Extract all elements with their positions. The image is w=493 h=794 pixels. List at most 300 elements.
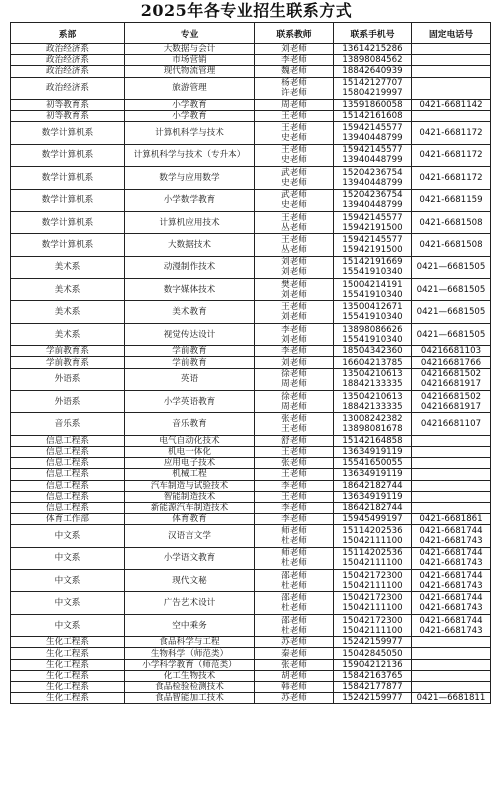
major-cell: 小学科学教育（师范类） [125,659,255,670]
mobile-cell [334,189,412,211]
major-cell: 大数据技术 [125,234,255,256]
major-cell: 食品科学与工程 [125,637,255,648]
major-cell: 英语 [125,368,255,390]
landline-cell-line: 0421-6681172 [419,150,483,161]
major-cell: 生物科学（师范类） [125,648,255,659]
teacher-cell-line: 史老师 [281,133,307,144]
teacher-cell-line: 张老师 [281,414,307,425]
major-cell: 动漫制作技术 [125,256,255,278]
mobile-cell-line: 15004214191 [342,279,403,290]
table-row [11,189,491,211]
teacher-cell-line: 张老师 [281,659,307,670]
mobile-cell [334,681,412,692]
landline-cell [412,413,491,435]
mobile-cell [334,323,412,345]
teacher-cell-line: 魏老师 [281,66,307,77]
teacher-cell [255,547,334,569]
teacher-cell [255,614,334,636]
major-cell: 旅游管理 [125,77,255,99]
mobile-cell-line: 13634919119 [342,469,403,480]
landline-cell [412,368,491,390]
mobile-cell-line: 15942145577 [342,123,403,134]
teacher-cell [255,659,334,670]
landline-cell-line: 0421-6681159 [419,195,483,206]
landline-cell-line: 04216681502 [420,391,482,402]
dept-cell: 美术系 [11,256,125,278]
mobile-cell-line: 15541910340 [342,289,403,300]
mobile-cell [334,547,412,569]
mobile-cell [334,637,412,648]
mobile-cell-line: 13504210613 [342,391,403,402]
teacher-cell [255,681,334,692]
mobile-cell [334,570,412,592]
table-row [11,637,491,648]
major-cell: 现代文秘 [125,570,255,592]
table-row [11,77,491,99]
table-row [11,491,491,502]
mobile-cell-line: 15842163765 [342,670,403,681]
landline-cell [412,55,491,66]
dept-cell: 数学计算机系 [11,189,125,211]
landline-cell [412,111,491,122]
dept-cell: 生化工程系 [11,681,125,692]
mobile-cell [334,458,412,469]
landline-cell-line: 0421-6681743 [419,558,483,569]
teacher-cell-line: 史老师 [281,155,307,166]
landline-cell-line: 0421-6681743 [419,535,483,546]
teacher-cell [255,458,334,469]
mobile-cell-line: 15945499197 [342,514,403,525]
table-row [11,122,491,144]
landline-cell-line: 0421—6681505 [416,284,486,295]
table-row [11,670,491,681]
dept-cell: 生化工程系 [11,648,125,659]
landline-cell-line: 0421-6681142 [419,100,483,111]
mobile-cell [334,346,412,357]
table-row [11,66,491,77]
major-cell: 计算机科学与技术 [125,122,255,144]
mobile-cell [334,502,412,513]
mobile-cell-line: 15541910340 [342,267,403,278]
teacher-cell-line: 苏老师 [281,637,307,648]
teacher-cell [255,435,334,446]
teacher-cell-line: 王老师 [281,424,307,435]
table-row [11,547,491,569]
major-cell: 美术教育 [125,301,255,323]
mobile-cell-line: 15904212136 [342,659,403,670]
mobile-cell-line: 15942191500 [342,222,403,233]
teacher-cell [255,391,334,413]
table-row [11,391,491,413]
table-row [11,525,491,547]
mobile-cell [334,44,412,55]
mobile-cell [334,66,412,77]
major-cell: 智能制造技术 [125,491,255,502]
mobile-cell [334,111,412,122]
landline-cell-line: 0421-6681744 [419,570,483,581]
mobile-cell-line: 15142161608 [342,111,403,122]
teacher-cell-line: 王老师 [281,123,307,134]
header-mobile: 联系手机号 [334,23,412,44]
table-row [11,301,491,323]
landline-cell [412,211,491,233]
mobile-cell [334,614,412,636]
landline-cell [412,592,491,614]
landline-cell [412,301,491,323]
mobile-cell-line: 15142127707 [342,78,403,89]
landline-cell-line: 0421—6681505 [416,307,486,318]
header-landline: 固定电话号 [412,23,491,44]
table-header-row [11,23,491,44]
major-cell: 市场营销 [125,55,255,66]
mobile-cell-line: 15842177877 [342,682,403,693]
teacher-cell-line: 刘老师 [281,289,307,300]
dept-cell: 美术系 [11,323,125,345]
landline-cell [412,167,491,189]
landline-cell [412,514,491,525]
table-row [11,111,491,122]
mobile-cell [334,391,412,413]
dept-cell: 学前教育系 [11,346,125,357]
dept-cell: 生化工程系 [11,693,125,704]
landline-cell [412,659,491,670]
teacher-cell [255,234,334,256]
dept-cell: 体育工作部 [11,514,125,525]
table-row [11,211,491,233]
mobile-cell [334,435,412,446]
teacher-cell [255,514,334,525]
mobile-cell-line: 13898081678 [342,424,403,435]
dept-cell: 外语系 [11,391,125,413]
mobile-cell-line: 15042111100 [342,558,403,569]
teacher-cell [255,592,334,614]
teacher-cell-line: 丛老师 [281,222,307,233]
teacher-cell-line: 王老师 [281,491,307,502]
mobile-cell-line: 15042172300 [342,615,403,626]
dept-cell: 初等教育系 [11,111,125,122]
table-row [11,681,491,692]
teacher-cell [255,323,334,345]
landline-cell-line: 04216681917 [420,379,482,390]
table-row [11,144,491,166]
teacher-cell-line: 胡老师 [281,670,307,681]
landline-cell [412,99,491,110]
dept-cell: 生化工程系 [11,659,125,670]
dept-cell: 数学计算机系 [11,211,125,233]
mobile-cell [334,368,412,390]
landline-cell [412,234,491,256]
teacher-cell-line: 杜老师 [281,558,307,569]
major-cell: 现代物流管理 [125,66,255,77]
landline-cell-line: 0421-6681743 [419,625,483,636]
table-row [11,368,491,390]
table-row [11,570,491,592]
mobile-cell-line: 18504342360 [342,346,403,357]
dept-cell: 中文系 [11,614,125,636]
mobile-cell-line: 15042111100 [342,580,403,591]
dept-cell: 美术系 [11,279,125,301]
teacher-cell [255,44,334,55]
teacher-cell-line: 刘老师 [281,334,307,345]
dept-cell: 美术系 [11,301,125,323]
teacher-cell-line: 韩老师 [281,682,307,693]
mobile-cell [334,592,412,614]
mobile-cell [334,99,412,110]
teacher-cell-line: 张老师 [281,458,307,469]
mobile-cell-line: 15242159977 [342,693,403,704]
major-cell: 数学与应用数学 [125,167,255,189]
mobile-cell-line: 13614215286 [342,44,403,55]
landline-cell-line: 0421-6681508 [419,239,483,250]
dept-cell: 信息工程系 [11,435,125,446]
landline-cell [412,502,491,513]
header-dept: 系部 [11,23,125,44]
dept-cell: 政治经济系 [11,66,125,77]
mobile-cell-line: 13504210613 [342,369,403,380]
teacher-cell [255,446,334,457]
dept-cell: 数学计算机系 [11,144,125,166]
mobile-cell [334,648,412,659]
dept-cell: 学前教育系 [11,357,125,368]
landline-cell-line: 0421-6681743 [419,603,483,614]
table-body [11,44,491,704]
landline-cell [412,480,491,491]
table-row [11,413,491,435]
teacher-cell-line: 史老师 [281,200,307,211]
major-cell: 学前教育 [125,357,255,368]
table-row [11,446,491,457]
landline-cell-line: 0421-6681744 [419,593,483,604]
table-row [11,469,491,480]
dept-cell: 数学计算机系 [11,234,125,256]
teacher-cell-line: 李老师 [281,324,307,335]
dept-cell: 中文系 [11,525,125,547]
teacher-cell-line: 王老师 [281,145,307,156]
major-cell: 广告艺术设计 [125,592,255,614]
teacher-cell [255,55,334,66]
major-cell: 空中乘务 [125,614,255,636]
mobile-cell-line: 15942145577 [342,145,403,156]
mobile-cell-line: 15042172300 [342,593,403,604]
teacher-cell [255,122,334,144]
major-cell: 计算机科学与技术（专升本） [125,144,255,166]
teacher-cell [255,77,334,99]
teacher-cell-line: 王老师 [281,212,307,223]
landline-cell [412,122,491,144]
teacher-cell [255,211,334,233]
major-cell: 计算机应用技术 [125,211,255,233]
teacher-cell-line: 杜老师 [281,603,307,614]
dept-cell: 数学计算机系 [11,167,125,189]
teacher-cell-line: 邵老师 [281,570,307,581]
mobile-cell-line: 18842640939 [342,66,403,77]
major-cell: 化工生物技术 [125,670,255,681]
major-cell: 小学英语教育 [125,391,255,413]
mobile-cell-line: 16604213785 [342,357,403,368]
mobile-cell-line: 15204236754 [342,190,403,201]
mobile-cell [334,211,412,233]
table-row [11,435,491,446]
teacher-cell [255,648,334,659]
major-cell: 音乐教育 [125,413,255,435]
mobile-cell-line: 15142191669 [342,257,403,268]
mobile-cell [334,301,412,323]
table-row [11,99,491,110]
mobile-cell-line: 15242159977 [342,637,403,648]
table-row [11,659,491,670]
landline-cell [412,256,491,278]
landline-cell [412,458,491,469]
dept-cell: 生化工程系 [11,637,125,648]
teacher-cell-line: 徐老师 [281,391,307,402]
teacher-cell-line: 秦老师 [281,648,307,659]
table-row [11,502,491,513]
teacher-cell-line: 丛老师 [281,244,307,255]
landline-cell [412,491,491,502]
major-cell: 食品检验检测技术 [125,681,255,692]
dept-cell: 信息工程系 [11,469,125,480]
teacher-cell-line: 武老师 [281,190,307,201]
mobile-cell [334,659,412,670]
dept-cell: 音乐系 [11,413,125,435]
mobile-cell-line: 13634919119 [342,447,403,458]
teacher-cell-line: 樊老师 [281,279,307,290]
table-row [11,256,491,278]
teacher-cell [255,111,334,122]
landline-cell [412,77,491,99]
table-row [11,458,491,469]
mobile-cell-line: 15142164858 [342,435,403,446]
landline-cell-line: 0421-6681744 [419,525,483,536]
teacher-cell [255,502,334,513]
dept-cell: 初等教育系 [11,99,125,110]
landline-cell [412,637,491,648]
landline-cell [412,570,491,592]
teacher-cell [255,525,334,547]
major-cell: 视觉传达设计 [125,323,255,345]
dept-cell: 中文系 [11,592,125,614]
major-cell: 新能源汽车制造技术 [125,502,255,513]
teacher-cell [255,491,334,502]
teacher-cell-line: 师老师 [281,525,307,536]
landline-cell [412,346,491,357]
landline-cell [412,44,491,55]
teacher-cell-line: 刘老师 [281,267,307,278]
mobile-cell [334,446,412,457]
teacher-cell [255,480,334,491]
table-row [11,44,491,55]
mobile-cell-line: 15942145577 [342,212,403,223]
landline-cell [412,323,491,345]
mobile-cell-line: 13500412671 [342,302,403,313]
teacher-cell [255,346,334,357]
landline-cell-line: 0421-6681172 [419,172,483,183]
major-cell: 大数据与会计 [125,44,255,55]
major-cell: 机械工程 [125,469,255,480]
mobile-cell [334,234,412,256]
landline-cell-line: 0421-6681744 [419,615,483,626]
mobile-cell [334,357,412,368]
document-title: 2025年各专业招生联系方式 [140,1,353,20]
mobile-cell-line: 13940448799 [342,200,403,211]
landline-cell-line: 04216681766 [420,357,482,368]
teacher-cell-line: 王老师 [281,302,307,313]
teacher-cell-line: 李老师 [281,480,307,491]
dept-cell: 中文系 [11,547,125,569]
mobile-cell-line: 15804219997 [342,88,403,99]
teacher-cell-line: 刘老师 [281,257,307,268]
major-cell: 小学数学教育 [125,189,255,211]
table-row [11,167,491,189]
teacher-cell [255,301,334,323]
table-row [11,346,491,357]
mobile-cell-line: 15042845050 [342,648,403,659]
mobile-cell-line: 13634919119 [342,491,403,502]
landline-cell-line: 0421-6681172 [419,128,483,139]
mobile-cell-line: 13940448799 [342,155,403,166]
teacher-cell-line: 师老师 [281,548,307,559]
teacher-cell-line: 杜老师 [281,535,307,546]
teacher-cell [255,66,334,77]
teacher-cell-line: 周老师 [281,100,307,111]
teacher-cell-line: 杜老师 [281,580,307,591]
table-row [11,323,491,345]
landline-cell-line: 0421-6681508 [419,217,483,228]
major-cell: 汉语言文学 [125,525,255,547]
contact-table [10,22,491,704]
mobile-cell-line: 15204236754 [342,167,403,178]
teacher-cell-line: 杜老师 [281,625,307,636]
landline-cell [412,670,491,681]
dept-cell: 中文系 [11,570,125,592]
teacher-cell-line: 徐老师 [281,369,307,380]
landline-cell-line: 04216681917 [420,401,482,412]
dept-cell: 信息工程系 [11,491,125,502]
mobile-cell-line: 15042172300 [342,570,403,581]
table-row [11,279,491,301]
teacher-cell [255,357,334,368]
mobile-cell-line: 13940448799 [342,177,403,188]
major-cell: 电气自动化技术 [125,435,255,446]
mobile-cell [334,77,412,99]
major-cell: 汽车制造与试验技术 [125,480,255,491]
mobile-cell-line: 13898086626 [342,324,403,335]
mobile-cell [334,279,412,301]
landline-cell-line: 04216681103 [420,346,482,357]
mobile-cell-line: 15541650055 [342,458,403,469]
major-cell: 数字媒体技术 [125,279,255,301]
mobile-cell [334,480,412,491]
mobile-cell-line: 15541910340 [342,334,403,345]
mobile-cell-line: 18842133335 [342,379,403,390]
teacher-cell [255,99,334,110]
teacher-cell-line: 刘老师 [281,357,307,368]
major-cell: 机电一体化 [125,446,255,457]
mobile-cell-line: 13898084562 [342,55,403,66]
dept-cell: 生化工程系 [11,670,125,681]
table-row [11,55,491,66]
mobile-cell-line: 13940448799 [342,133,403,144]
mobile-cell-line: 15114202536 [342,525,403,536]
mobile-cell-line: 15042111100 [342,535,403,546]
landline-cell-line: 0421—6681505 [416,329,486,340]
major-cell: 小学语文教育 [125,547,255,569]
teacher-cell-line: 苏老师 [281,693,307,704]
mobile-cell-line: 18642182744 [342,480,403,491]
teacher-cell-line: 李老师 [281,514,307,525]
teacher-cell-line: 李老师 [281,55,307,66]
mobile-cell [334,525,412,547]
